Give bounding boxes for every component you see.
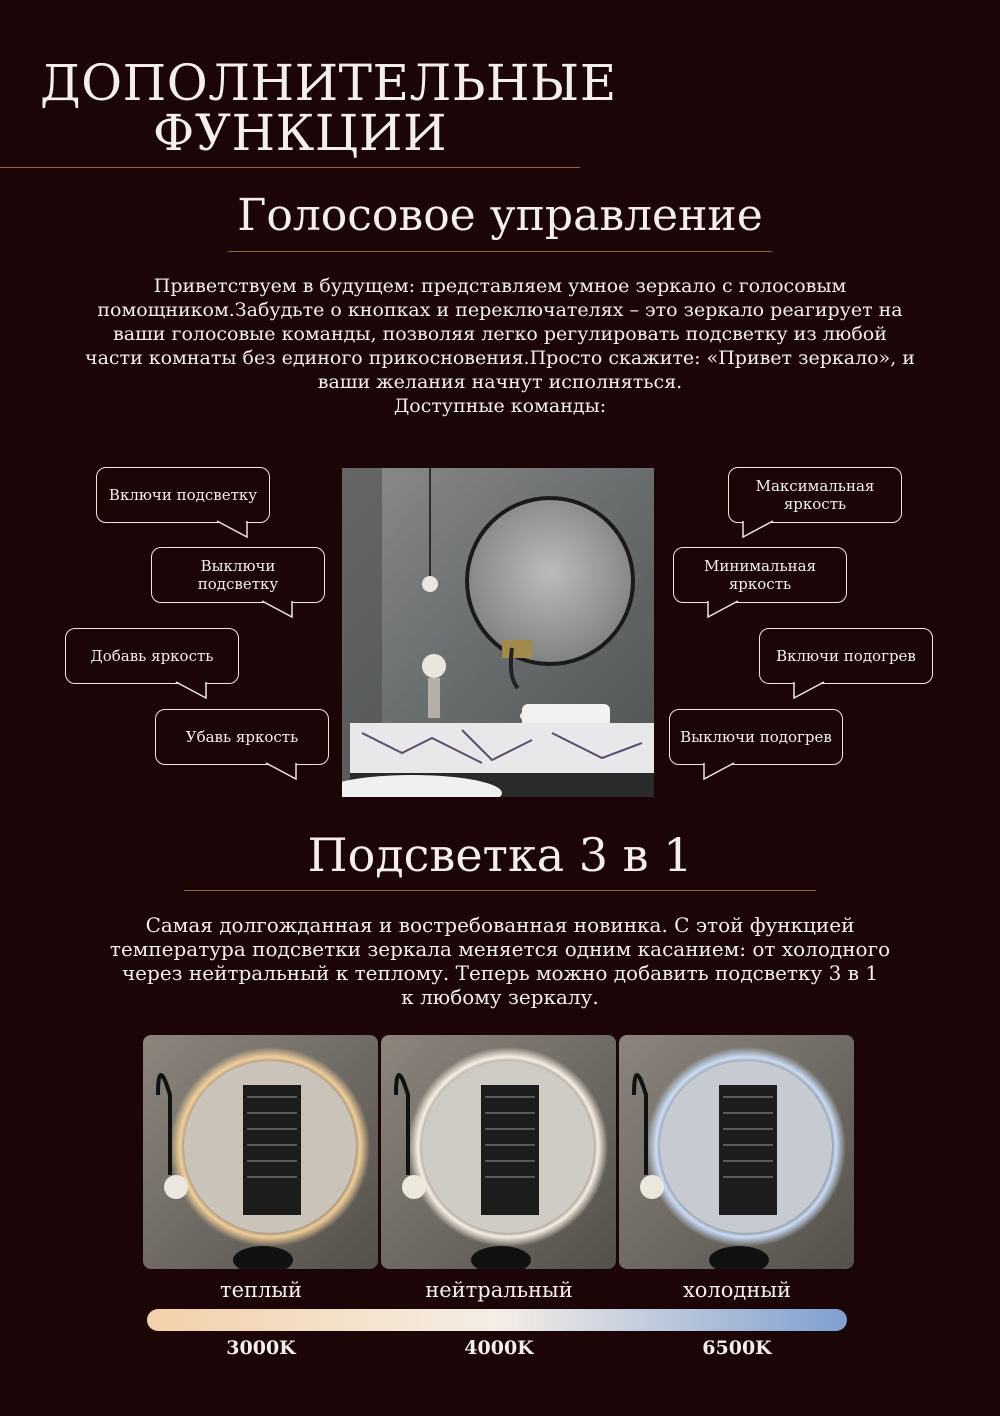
command-text: Включи подсветку: [108, 486, 258, 504]
command-text: Выключи подогрев: [680, 728, 832, 746]
voice-intro-line: Приветствуем в будущем: представляем умное зеркало с голосовым: [153, 275, 847, 297]
kelvin-neutral: 4000K: [464, 1337, 534, 1359]
mirror-neutral-photo: [381, 1035, 616, 1269]
mirror-cold-photo: [619, 1035, 854, 1269]
voice-intro-line: ваши голосовые команды, позволяя легко регулировать подсветку из любой: [113, 323, 887, 345]
bubble-tail: [266, 763, 306, 783]
command-bubble: [96, 467, 270, 523]
lighting-desc-line: к любому зеркалу.: [401, 985, 599, 1009]
kelvin-warm: 3000K: [226, 1337, 296, 1359]
command-bubble: [65, 628, 239, 684]
mode-label-cold: холодный: [682, 1278, 792, 1302]
lighting-desc-line: через нейтральный к теплому. Теперь можно добавить подсветку 3 в 1: [121, 961, 879, 985]
command-bubble: [669, 709, 843, 765]
lighting-heading: Подсветка 3 в 1: [307, 828, 693, 882]
command-text: Минимальная яркость: [703, 557, 817, 593]
command-text: Убавь яркость: [185, 728, 299, 746]
mirror-warm-photo: [143, 1035, 378, 1269]
bubble-tail: [704, 763, 744, 783]
voice-divider: [228, 251, 772, 252]
bubble-tail: [743, 521, 783, 541]
color-temperature-bar: [147, 1309, 847, 1331]
mode-label-neutral: нейтральный: [425, 1278, 573, 1302]
lighting-desc-line: Самая долгожданная и востребованная новинка. С этой функцией: [145, 913, 855, 937]
command-bubble: [151, 547, 325, 603]
voice-heading: Голосовое управление: [237, 190, 763, 241]
commands-label: Доступные команды:: [393, 395, 607, 417]
command-bubble: [759, 628, 933, 684]
command-text: Выключи подсветку: [197, 557, 279, 593]
voice-intro-line: помощником.Забудьте о кнопках и переключателях – это зеркало реагирует на: [97, 299, 903, 321]
command-text: Включи подогрев: [776, 647, 916, 665]
command-bubble: [673, 547, 847, 603]
lighting-desc-line: температура подсветки зеркала меняется одним касанием: от холодного: [109, 937, 891, 961]
command-bubble: [728, 467, 902, 523]
bathroom-photo: [342, 468, 654, 797]
bubble-tail: [176, 682, 216, 702]
bubble-tail: [794, 682, 834, 702]
bubble-tail: [217, 521, 257, 541]
lighting-divider: [184, 890, 816, 891]
page-title-line2: ФУНКЦИИ: [152, 104, 448, 162]
mode-label-warm: теплый: [219, 1278, 303, 1302]
bubble-tail: [262, 601, 302, 621]
voice-intro-line: части комнаты без единого прикосновения.Просто скажите: «Привет зеркало», и: [85, 347, 915, 369]
command-text: Добавь яркость: [90, 647, 214, 665]
kelvin-cold: 6500K: [702, 1337, 772, 1359]
title-divider: [0, 167, 580, 168]
bubble-tail: [708, 601, 748, 621]
page-title-line1: ДОПОЛНИТЕЛЬНЫЕ: [40, 54, 617, 112]
voice-intro-line: ваши желания начнут исполняться.: [317, 371, 683, 393]
voice-intro: [60, 274, 940, 418]
command-text: Максимальная яркость: [755, 477, 875, 513]
lighting-description: [80, 913, 920, 1009]
page-title: [40, 54, 617, 162]
command-bubble: [155, 709, 329, 765]
